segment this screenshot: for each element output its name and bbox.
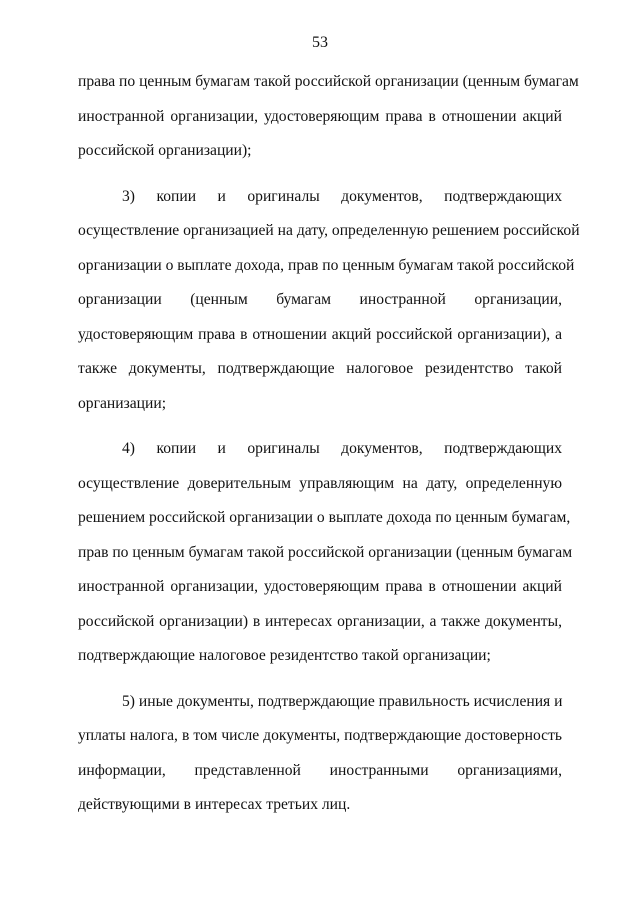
text-line: российской организации);	[78, 142, 252, 159]
text-line: также документы, подтверждающие налоговое резидентство такой	[78, 360, 562, 377]
paragraph	[78, 180, 580, 422]
text-line: организации (ценным бумагам иностранной организации,	[78, 291, 562, 308]
text-line: организации о выплате дохода, прав по ценным бумагам такой российской	[78, 256, 575, 274]
text-line: уплаты налога, в том числе документы, подтверждающие достоверность	[78, 727, 562, 744]
document-body	[78, 65, 580, 834]
text-line: подтверждающие налоговое резидентство такой организации;	[78, 647, 491, 664]
text-line: 5) иные документы, подтверждающие правильность исчисления и	[122, 692, 563, 710]
text-line: права по ценным бумагам такой российской организации (ценным бумагам	[78, 73, 579, 90]
text-line: информации, представленной иностранными организациями,	[78, 761, 562, 779]
text-line: удостоверяющим права в отношении акций российской организации), а	[78, 325, 562, 343]
text-line: 3) копии и оригиналы документов, подтверждающих	[122, 187, 562, 205]
text-line: иностранной организации, удостоверяющим права в отношении акций	[78, 578, 562, 595]
text-line: 4) копии и оригиналы документов, подтверждающих	[122, 440, 562, 457]
text-line: иностранной организации, удостоверяющим права в отношении акций	[78, 107, 562, 125]
text-line: организации;	[78, 394, 167, 412]
paragraph	[78, 65, 579, 169]
text-line: решением российской организации о выплате дохода по ценным бумагам,	[78, 509, 571, 526]
text-line: действующими в интересах третьих лиц.	[78, 796, 351, 813]
text-line: прав по ценным бумагам такой российской организации (ценным бумагам	[78, 543, 573, 561]
text-line: осуществление доверительным управляющим на дату, определенную	[78, 474, 562, 492]
text-line: осуществление организацией на дату, определенную решением российской	[78, 222, 580, 239]
paragraph	[78, 432, 573, 674]
page-number: 53	[312, 34, 328, 51]
text-line: российской организации) в интересах организации, а также документы,	[78, 612, 562, 630]
paragraph	[78, 685, 562, 823]
